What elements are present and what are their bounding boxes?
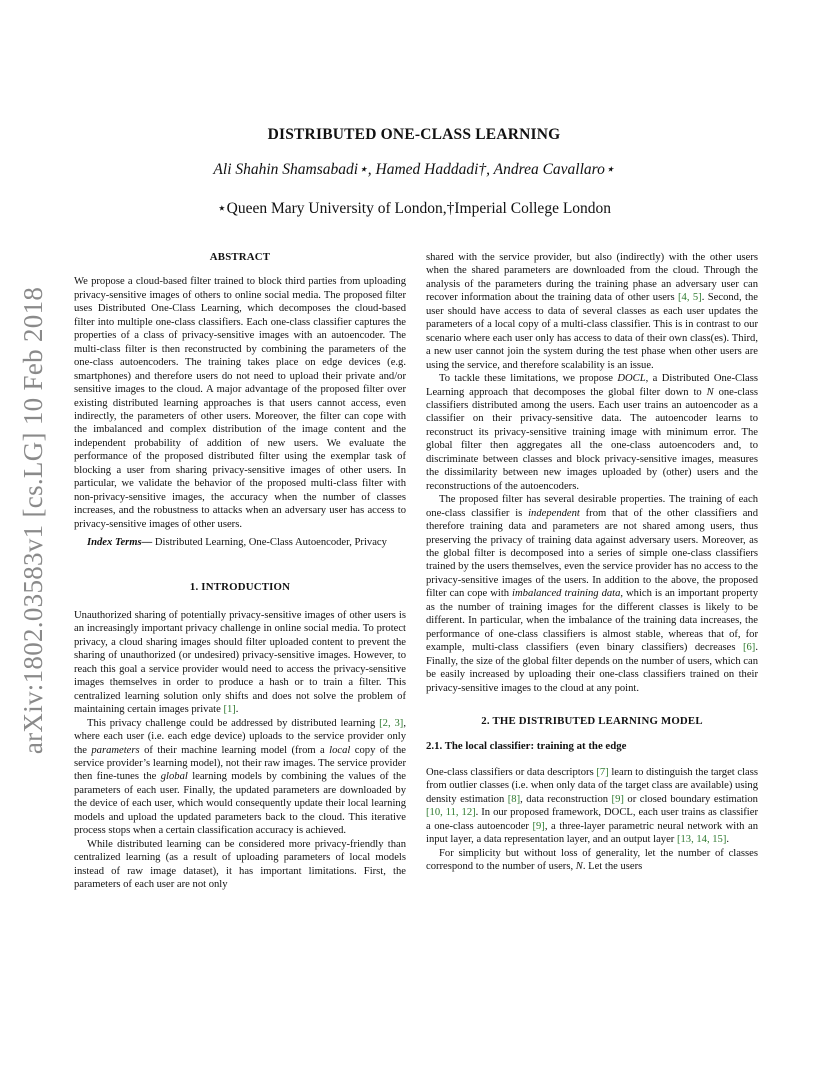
citation-link[interactable]: [4, 5] (678, 292, 702, 304)
text: For simplicity but without loss of generality, let the number of classes correspond to the number of users, (426, 847, 758, 873)
math-symbol: N (706, 386, 714, 398)
right-column (426, 251, 758, 873)
text: The proposed filter has several desirable properties. The training of each one-class classifier is (426, 494, 758, 519)
citation-link[interactable]: [9] (532, 820, 545, 832)
paper-authors: Ali Shahin Shamsabadi⋆, Hamed Haddadi†, Andrea Cavallaro⋆ (213, 161, 615, 178)
emphasis: global (160, 771, 188, 783)
paper-title: DISTRIBUTED ONE-CLASS LEARNING (267, 126, 561, 143)
text: , which is an important property as the number of training images for the different classes is likely to be different. In particular, when the imbalance of the training data increases, the performance of one-class classifiers is almost stable, whereas that of, for example, multi-class classifiers (even binary classifiers) decreases (426, 588, 758, 654)
text: or closed boundary estimation (623, 793, 758, 805)
text: , data reconstruction (520, 793, 612, 805)
intro-paragraph-2 (74, 717, 406, 838)
intro-paragraph-3-continued (426, 251, 758, 372)
emphasis: parameters (91, 744, 140, 756)
citation-link[interactable]: [1] (223, 704, 236, 716)
citation-link[interactable]: [9] (611, 793, 624, 805)
text: . Second, the user should have access to data of several classes as each user updates the parameters of a local copy of a multi-class classifier. This is in contrast to our scenario where each user only has access to data of their own class(es). Third, a new user cannot join the system during the test phase when other users are using the service, and therefore scalability is an issue. (426, 292, 758, 371)
citation-link[interactable]: [8] (507, 793, 521, 805)
index-terms-text: Distributed Learning, One-Class Autoencoder, Privacy (152, 537, 387, 549)
text: . In our proposed framework, DOCL, each user trains as classifier a one-class autoencoder (426, 807, 758, 832)
text: . Let the users (582, 861, 643, 873)
index-terms (74, 536, 406, 549)
intro-heading: 1. INTRODUCTION (189, 580, 291, 593)
abstract-text: We propose a cloud-based filter trained to block third parties from uploading privacy-sensitive images of others to online social media. The proposed filter uses Distributed One-Class Learning, which decomposes the cloud-based filter into multiple one-class classifiers. Each one-class classifier captures the properties of a class of privacy-sensitive images with an autoencoder. The multi-class filter is then reconstructed by combining the parameters of the one-class autoencoders. The training takes place on edge devices (e.g. smartphones) and therefore users do not need to upload their private and/or sensitive images to the cloud. A major advantage of the proposed filter over existing distributed learning approaches is that users cannot access, even indirectly, the parameters of other users. Moreover, the filter can cope with the imbalanced and complex distribution of the image content and the independent probability of addition of new users. We evaluate the performance of the proposed distributed filter using the exemplar task of blocking a user from sharing privacy-sensitive images of other users. In particular, we validate the behavior of the proposed multi-class filter with non-privacy-sensitive images, the accuracy when the number of classes increases, and the robustness to attacks when an adversary user has access to privacy-sensitive images of other users. (74, 276, 406, 530)
arxiv-stamp (14, 285, 54, 755)
text: one-class classifiers distributed among the users. Each user trains an autoencoder as a classifier on their privacy-sensitive data. The autoencoder learns to reconstruct its privacy-sensitive training image with minimum error. The global filter then aggregates all the one-class autoencoders and, to discriminate between classes and block privacy-sensitive images, measures the dissimilarity between new images uploaded by (other) users and the reconstructions of the autoencoders. (426, 386, 758, 492)
citation-link[interactable]: [13, 14, 15] (676, 834, 727, 846)
citation-link[interactable]: [7] (596, 766, 609, 778)
text: . (726, 834, 730, 846)
paper-affiliations: ⋆Queen Mary University of London,†Imperial College London (216, 200, 612, 217)
section-2-paragraph-1 (426, 766, 758, 847)
intro-paragraph-3: While distributed learning can be considered more privacy-friendly than centralized learning (as a result of uploading parameters of local models instead of raw image dataset), it has important limitations. First, the parameters of each user are not only (74, 838, 406, 891)
citation-link[interactable]: [10, 11, 12] (426, 807, 476, 819)
emphasis: independent (528, 507, 580, 519)
index-terms-label: Index Terms— (87, 537, 153, 549)
subsection-2-1-heading: 2.1. The local classifier: training at the edge (426, 740, 627, 753)
text: One-class classifiers or data descriptors (426, 766, 597, 778)
text: , a three-layer parametric neural network with an input layer, a data representation layer, and an output layer (426, 820, 758, 846)
text: learning models by combining the values of the parameters of each user. Finally, the updated parameters are downloaded by the device of each user, which would consequently update their local learning models and upload the updated parameters back to the cloud. This iterative process stops when a certain classification accuracy is achieved. (74, 771, 406, 837)
citation-link[interactable]: [2, 3] (379, 717, 404, 729)
intro-paragraph-5 (426, 493, 758, 695)
intro-paragraph-4 (426, 372, 758, 493)
text: This privacy challenge could be addressed by distributed learning (87, 717, 380, 729)
text: , a Distributed One-Class Learning approach that decomposes the global filter down to (426, 373, 758, 398)
text: from that of the other classifiers and therefore training data and parameters are not shared among users, thus preserving the privacy of training data against adversary users. Moreover, as the global filter is decomposed into a series of simple one-class classifiers trained by the users themselves, even the service provider has no access to the privacy-sensitive images of the users. In addition to the above, the proposed filter can cope with (426, 507, 758, 600)
text: To tackle these limitations, we propose (439, 373, 618, 385)
section-2-heading: 2. THE DISTRIBUTED LEARNING MODEL (481, 714, 703, 727)
intro-paragraph-1: Unauthorized sharing of potentially privacy-sensitive images of other users is an increasingly important privacy challenge in online social media. To protect privacy, a cloud sharing images should filter uploaded content to prevent the sharing of unauthorized (or undesired) privacy-sensitive images. However, to reach this goal a service provider would need to access the privacy-sensitive images themselves in order to produce a hash or to train a filter. This centralized learning solution only shifts and does not solve the problem of maintaining certain images private [1]. (74, 609, 406, 716)
text: copy of the service provider’s learning model), not their raw images. The service provider then fine-tunes the (74, 744, 406, 783)
intro-p1-text: Unauthorized sharing of potentially privacy-sensitive images of other users is an increasingly important privacy challenge in online social media. To protect privacy, a cloud sharing images should filter uploaded content to prevent the sharing of unauthorized (or undesired) privacy-sensitive images. However, to reach this goal a service provider would need to access the privacy-sensitive images themselves in order to produce a hash or to train a filter. This centralized learning solution only shifts and does not solve the problem of maintaining certain images private (74, 609, 406, 716)
abstract-heading: ABSTRACT (209, 251, 271, 263)
math-symbol: N (575, 861, 583, 873)
emphasis: DOCL (617, 373, 646, 385)
text: . Finally, the size of the global filter depends on the number of users, which can be easily increased by uploading their one-class classifiers trained on their privacy-sensitive images to the cloud at any point. (426, 642, 758, 694)
text: , where each user (i.e. each edge device) uploads to the service provider only the (74, 717, 406, 756)
text: of their machine learning model (from a (139, 744, 330, 756)
arxiv-id: arXiv:1802.03583v1 [cs.LG] 10 Feb 2018 (18, 286, 49, 754)
emphasis: imbalanced training data (512, 588, 621, 600)
emphasis: local (329, 744, 351, 756)
text: learn to distinguish the target class from outlier classes (i.e. when only data of the target class are available) using density estimation (426, 766, 758, 805)
citation-link[interactable]: [6] (742, 642, 756, 654)
left-column (74, 251, 406, 891)
text: shared with the service provider, but also (indirectly) with the other users when the shared parameters are downloaded from the cloud. Through the analysis of the parameters during the training phase an adversary user can recover information about the training data of other users (426, 252, 758, 304)
section-2-paragraph-2 (426, 847, 758, 874)
